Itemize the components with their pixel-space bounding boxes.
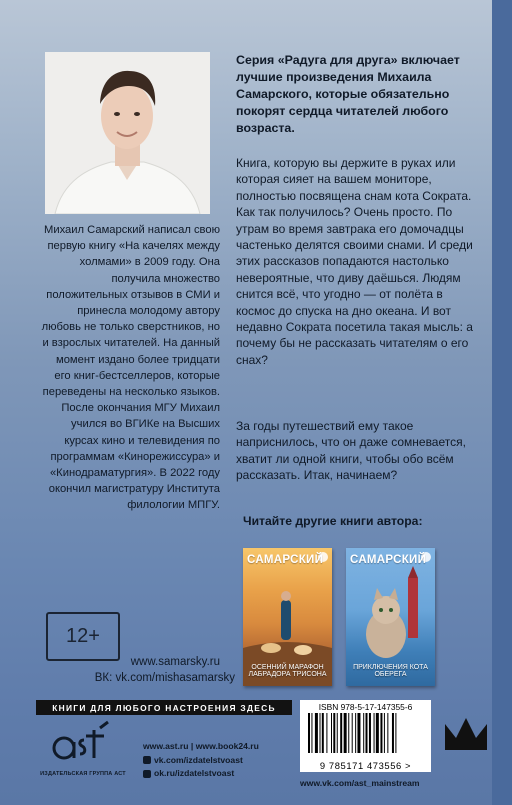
author-bio: Михаил Самарский написал свою первую книгу «На качелях между холмами» в 2009 году. Она получила множество положительных отзывов в СМИ и принесла молодому автору любовь не только сверстников, но и взрослых читателей. На данный момент издано более тридцати его книг-бестселлеров, которые переведены на несколько языков. После окончания МГУ Михаил учился во ВГИКе на Высших курсах кино и телевидения по программам «Кинорежиссура» и «Кинодраматургия». В 2022 году окончил магистратуру Института филологии МПГУ. (41, 224, 220, 512)
other-books-heading: Читайте другие книги автора: (243, 514, 423, 528)
publisher-name: ИЗДАТЕЛЬСКАЯ ГРУППА АСТ (40, 771, 126, 777)
ok-icon (143, 770, 151, 778)
publisher-logo-icon (50, 718, 116, 770)
description-paragraph-1: Книга, которую вы держите в руках или которая сияет на вашем мониторе, полностью посвящена снам кота Сократа. Как так получилось? Очень просто. По утрам во время завтрака его домочадцы частенько делятся своими снами. И среди этих рассказов попадаются настолько невероятные, что диву даёшься. Людям снится всё, что угодно — от полёта в космос до спуска на дно океана. И вот недавно Сократа посетила такая мысль: а почему бы не рассказать читателям о его снах? (236, 156, 473, 367)
book-title: ПРИКЛЮЧЕНИЯ КОТА ОБЕРЕГА (353, 664, 428, 678)
crown-logo-icon (443, 716, 489, 756)
publisher-contacts (143, 740, 259, 781)
book-author: САМАРСКИЙ (350, 554, 427, 566)
isbn-text: ISBN 978-5-17-147355-6 (318, 702, 413, 712)
author-website: www.samarsky.ru (130, 656, 220, 668)
barcode-box (300, 700, 431, 772)
age-rating-badge: 12+ (46, 612, 120, 661)
slogan-bar: КНИГИ ДЛЯ ЛЮБОГО НАСТРОЕНИЯ ЗДЕСЬ (36, 700, 292, 715)
book-author: САМАРСКИЙ (247, 554, 324, 566)
publisher-ok-row (143, 767, 259, 781)
author-photo (45, 52, 210, 214)
author-vk-link: ВК: vk.com/mishasamarsky (94, 672, 235, 684)
description-paragraph-2: За годы путешествий ему такое наприснилось, что он даже сомневается, хватит ли одной книги, чтобы обо всём рассказать. Итак, начинаем? (236, 419, 466, 483)
barcode-graphic (308, 713, 423, 753)
publisher-ok: ok.ru/izdatelstvoast (154, 768, 235, 778)
publisher-websites: www.ast.ru | www.book24.ru (143, 741, 259, 751)
imprint-url: www.vk.com/ast_mainstream (300, 778, 420, 788)
publisher-vk-row (143, 754, 259, 768)
book-cover-1 (243, 548, 332, 686)
series-intro: Серия «Радуга для друга» включает лучшие произведения Михаила Самарского, которые обязательно покорят сердца читателей любого возраста. (236, 53, 460, 135)
book-title: ОСЕННИЙ МАРАФОН ЛАБРАДОРА ТРИСОНА (248, 664, 327, 678)
vk-icon (143, 756, 151, 764)
spine-strip (492, 0, 512, 805)
publisher-vk: vk.com/izdatelstvoast (154, 754, 243, 765)
barcode-number: 9 785171 473556 > (319, 760, 412, 771)
book-cover-2 (346, 548, 435, 686)
